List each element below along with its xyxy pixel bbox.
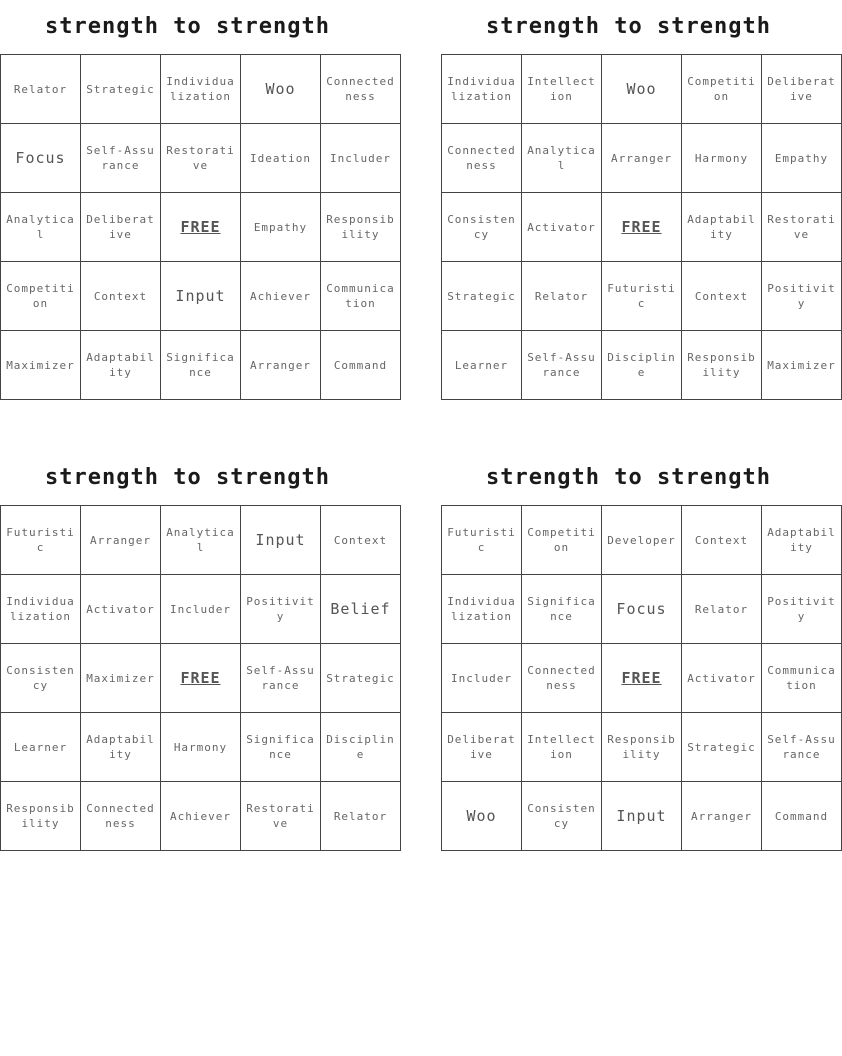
- bingo-cell: Relator: [522, 262, 602, 331]
- bingo-cell: Maximizer: [1, 331, 81, 400]
- bingo-cell: Responsibility: [602, 713, 682, 782]
- bingo-cell: Learner: [1, 713, 81, 782]
- free-space: FREE: [602, 644, 682, 713]
- grid-row: [442, 55, 842, 124]
- bingo-cell: Includer: [321, 124, 401, 193]
- bingo-cell: Maximizer: [762, 331, 842, 400]
- bingo-cell: Consistency: [1, 644, 81, 713]
- bingo-cell: Connectedness: [442, 124, 522, 193]
- bingo-cell: Connectedness: [81, 782, 161, 851]
- bingo-cell: Achiever: [241, 262, 321, 331]
- grid-row: [1, 331, 401, 400]
- bingo-cell: Individualization: [442, 55, 522, 124]
- bingo-cell: Analytical: [522, 124, 602, 193]
- grid-row: [1, 644, 401, 713]
- grid-row: [1, 506, 401, 575]
- grid-row: [1, 193, 401, 262]
- bingo-cell: Significance: [161, 331, 241, 400]
- bingo-cell: Command: [762, 782, 842, 851]
- bingo-cell: Positivity: [762, 262, 842, 331]
- grid-row: [1, 262, 401, 331]
- bingo-cell: Woo: [241, 55, 321, 124]
- bingo-cell: Discipline: [321, 713, 401, 782]
- bingo-cell: Adaptability: [81, 713, 161, 782]
- grid-row: [1, 124, 401, 193]
- grid-row: [442, 506, 842, 575]
- bingo-cell: Deliberative: [762, 55, 842, 124]
- bingo-cell: Strategic: [321, 644, 401, 713]
- grid-row: [442, 713, 842, 782]
- bingo-cell: Discipline: [602, 331, 682, 400]
- grid-row: [442, 575, 842, 644]
- bingo-cell: Developer: [602, 506, 682, 575]
- bingo-cell: Includer: [442, 644, 522, 713]
- bingo-cell: Adaptability: [682, 193, 762, 262]
- bingo-cell: Competition: [682, 55, 762, 124]
- bingo-grid: [441, 54, 842, 400]
- bingo-cell: Deliberative: [442, 713, 522, 782]
- card-title: strength to strength: [45, 465, 330, 490]
- bingo-cell: Intellection: [522, 713, 602, 782]
- free-space: FREE: [602, 193, 682, 262]
- bingo-cell: Woo: [442, 782, 522, 851]
- bingo-cell: Self-Assurance: [762, 713, 842, 782]
- bingo-cell: Futuristic: [602, 262, 682, 331]
- bingo-cell: Significance: [241, 713, 321, 782]
- grid-row: [442, 124, 842, 193]
- bingo-cell: Futuristic: [442, 506, 522, 575]
- grid-row: [1, 55, 401, 124]
- bingo-cell: Self-Assurance: [522, 331, 602, 400]
- bingo-cell: Positivity: [762, 575, 842, 644]
- bingo-grid: [0, 54, 401, 400]
- bingo-cell: Consistency: [522, 782, 602, 851]
- card-title: strength to strength: [45, 14, 330, 39]
- bingo-cell: Adaptability: [762, 506, 842, 575]
- bingo-cell: Relator: [682, 575, 762, 644]
- bingo-cell: Arranger: [602, 124, 682, 193]
- bingo-cell: Analytical: [1, 193, 81, 262]
- bingo-cell: Arranger: [81, 506, 161, 575]
- bingo-cell: Context: [682, 506, 762, 575]
- bingo-cell: Maximizer: [81, 644, 161, 713]
- bingo-cell: Relator: [1, 55, 81, 124]
- bingo-cell: Strategic: [81, 55, 161, 124]
- bingo-cell: Individualization: [1, 575, 81, 644]
- bingo-cell: Competition: [522, 506, 602, 575]
- bingo-cell: Woo: [602, 55, 682, 124]
- bingo-cell: Strategic: [442, 262, 522, 331]
- bingo-cell: Futuristic: [1, 506, 81, 575]
- bingo-cell: Restorative: [241, 782, 321, 851]
- bingo-cell: Empathy: [762, 124, 842, 193]
- bingo-cell: Belief: [321, 575, 401, 644]
- bingo-cell: Includer: [161, 575, 241, 644]
- bingo-cell: Arranger: [682, 782, 762, 851]
- bingo-cell: Intellection: [522, 55, 602, 124]
- grid-row: [1, 575, 401, 644]
- grid-row: [1, 713, 401, 782]
- bingo-cell: Input: [241, 506, 321, 575]
- bingo-cell: Harmony: [161, 713, 241, 782]
- bingo-cell: Consistency: [442, 193, 522, 262]
- bingo-cell: Restorative: [161, 124, 241, 193]
- bingo-cell: Competition: [1, 262, 81, 331]
- bingo-cell: Activator: [682, 644, 762, 713]
- bingo-cell: Activator: [81, 575, 161, 644]
- bingo-cell: Context: [81, 262, 161, 331]
- grid-row: [442, 262, 842, 331]
- bingo-cell: Significance: [522, 575, 602, 644]
- grid-row: [442, 193, 842, 262]
- bingo-cell: Context: [321, 506, 401, 575]
- bingo-grid: [441, 505, 842, 851]
- bingo-cell: Ideation: [241, 124, 321, 193]
- bingo-cell: Adaptability: [81, 331, 161, 400]
- bingo-cell: Relator: [321, 782, 401, 851]
- bingo-cell: Activator: [522, 193, 602, 262]
- card-title: strength to strength: [486, 14, 771, 39]
- card-title: strength to strength: [486, 465, 771, 490]
- bingo-cell: Communication: [762, 644, 842, 713]
- bingo-cell: Input: [602, 782, 682, 851]
- free-space: FREE: [161, 644, 241, 713]
- grid-row: [442, 331, 842, 400]
- bingo-cell: Command: [321, 331, 401, 400]
- free-space: FREE: [161, 193, 241, 262]
- grid-row: [1, 782, 401, 851]
- bingo-cell: Strategic: [682, 713, 762, 782]
- bingo-cell: Input: [161, 262, 241, 331]
- bingo-cell: Self-Assurance: [81, 124, 161, 193]
- grid-row: [442, 644, 842, 713]
- bingo-cell: Arranger: [241, 331, 321, 400]
- bingo-card-3: [0, 451, 395, 851]
- bingo-cell: Individualization: [161, 55, 241, 124]
- bingo-grid: [0, 505, 401, 851]
- bingo-cell: Analytical: [161, 506, 241, 575]
- bingo-cell: Self-Assurance: [241, 644, 321, 713]
- bingo-cell: Connectedness: [321, 55, 401, 124]
- bingo-cell: Learner: [442, 331, 522, 400]
- bingo-cell: Harmony: [682, 124, 762, 193]
- bingo-cell: Focus: [602, 575, 682, 644]
- bingo-cell: Restorative: [762, 193, 842, 262]
- bingo-cell: Responsibility: [321, 193, 401, 262]
- bingo-cell: Context: [682, 262, 762, 331]
- bingo-card-1: [0, 0, 395, 400]
- bingo-cell: Focus: [1, 124, 81, 193]
- bingo-card-2: [441, 0, 836, 400]
- bingo-cell: Individualization: [442, 575, 522, 644]
- grid-row: [442, 782, 842, 851]
- bingo-cell: Deliberative: [81, 193, 161, 262]
- bingo-cell: Communication: [321, 262, 401, 331]
- bingo-cell: Connectedness: [522, 644, 602, 713]
- bingo-cell: Empathy: [241, 193, 321, 262]
- bingo-cell: Achiever: [161, 782, 241, 851]
- bingo-card-4: [441, 451, 836, 851]
- bingo-cell: Responsibility: [1, 782, 81, 851]
- bingo-cell: Positivity: [241, 575, 321, 644]
- bingo-cell: Responsibility: [682, 331, 762, 400]
